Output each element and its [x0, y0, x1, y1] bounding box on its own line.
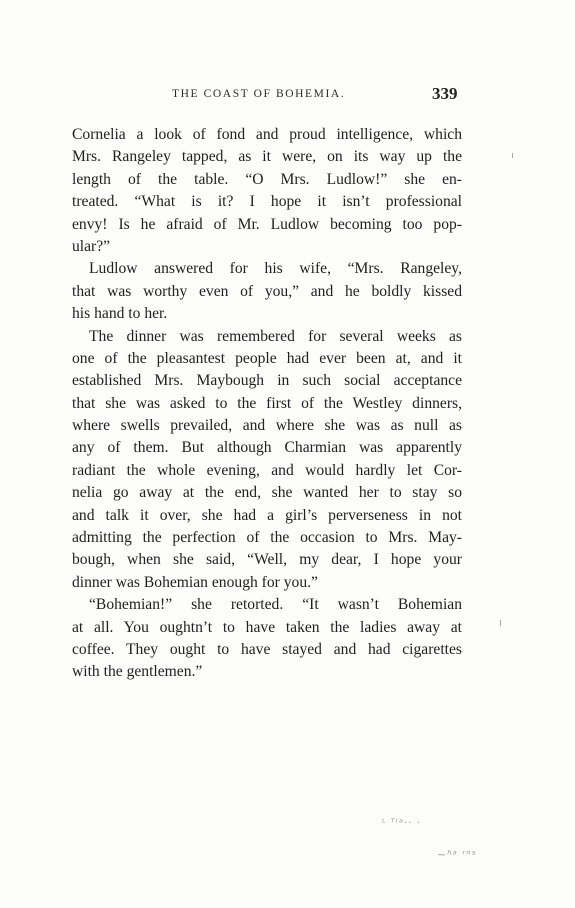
text-line: The dinner was remembered for several weeks as	[89, 327, 462, 345]
text-line: treated. “What is it? I hope it isn’t professional	[72, 193, 462, 211]
page-number: 339	[432, 84, 458, 103]
text-line: admitting the perfection of the occasion to Mrs. May-	[72, 529, 462, 547]
text-line: Cornelia a look of fond and proud intelligence, which	[72, 126, 462, 143]
running-head-title: THE COAST OF BOHEMIA.	[172, 88, 346, 100]
pencil-marginalia-2: ~ʰᵃ ʳⁿˢ	[437, 848, 477, 861]
text-line: Mrs. Rangeley tapped, as it were, on its way up the	[72, 148, 462, 166]
text-line: coffee. They ought to have stayed and had cigarettes	[72, 640, 462, 658]
text-line: his hand to her.	[72, 305, 168, 323]
page-speck	[512, 153, 513, 158]
text-line: that she was asked to the first of the Westley dinners,	[72, 394, 462, 412]
text-line: radiant the whole evening, and would hardly let Cor-	[72, 461, 462, 479]
text-line: that was worthy even of you,” and he boldly kissed	[72, 282, 462, 300]
text-line: one of the pleasantest people had ever been at, and it	[72, 349, 462, 367]
text-line: nelia go away at the end, she wanted her to stay so	[72, 484, 462, 502]
text-line: any of them. But although Charmian was apparently	[72, 439, 462, 457]
text-line: with the gentlemen.”	[72, 663, 203, 681]
text-line: and talk it over, she had a girl’s perverseness in not	[72, 506, 462, 524]
text-line: where swells prevailed, and where she was as null as	[72, 417, 462, 435]
text-line: Ludlow answered for his wife, “Mrs. Rangeley,	[89, 260, 462, 278]
text-line: ular?”	[72, 237, 111, 255]
text-line: “Bohemian!” she retorted. “It wasn’t Bohemian	[89, 596, 462, 614]
running-head	[0, 86, 575, 110]
text-line: length of the table. “O Mrs. Ludlow!” she en-	[72, 170, 462, 188]
text-line: bough, when she said, “Well, my dear, I hope your	[72, 551, 462, 569]
text-line: established Mrs. Maybough in such social acceptance	[72, 372, 462, 390]
text-line: dinner was Bohemian enough for you.”	[72, 573, 318, 591]
pencil-marginalia-1: ᴸ ᵀʳᵃ·· ·	[382, 818, 421, 829]
text-line: at all. You oughtn’t to have taken the ladies away at	[72, 618, 462, 636]
body-text	[72, 124, 462, 684]
page-speck	[500, 620, 501, 626]
text-line: envy! Is he afraid of Mr. Ludlow becoming too pop-	[72, 215, 462, 233]
